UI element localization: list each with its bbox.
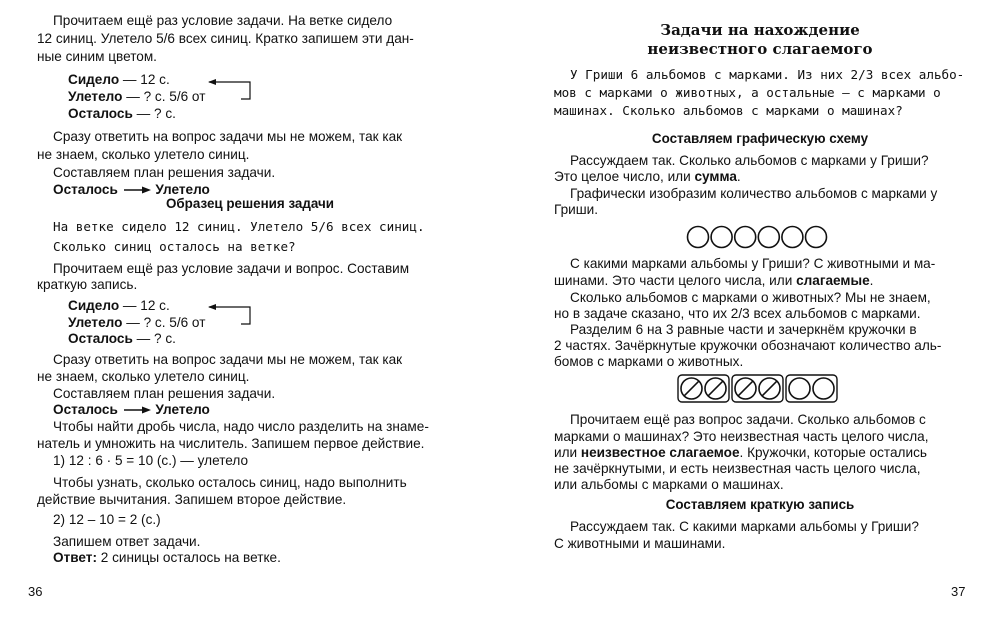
para-1-line-2: 12 синиц. Улетело 5/6 всех синиц. Кратко запишем эти дан-	[37, 31, 414, 46]
strike-line	[738, 381, 753, 396]
plan-2	[53, 401, 210, 419]
text-segment: . Кружочки, которые остались	[739, 445, 927, 460]
para-6-line-2: действие вычитания. Запишем второе действие.	[37, 492, 347, 507]
para-1-line-3: ные синим цветом.	[37, 49, 157, 64]
answer-text: 2 синицы осталось на ветке.	[96, 550, 281, 565]
note-1-flew	[68, 88, 205, 106]
text-segment: .	[869, 273, 874, 288]
plan-item: Улетело	[155, 402, 210, 417]
album-circle	[789, 378, 810, 399]
s1-line-1: Рассуждаем так. Сколько альбомов с марками у Гриши?	[570, 153, 929, 168]
arrow-right-icon	[122, 402, 152, 417]
answer-intro: Запишем ответ задачи.	[53, 534, 201, 549]
note-label: Улетело	[68, 315, 123, 330]
note-value: — ? с.	[132, 331, 176, 346]
album-circle	[735, 227, 756, 248]
term-sum: сумма	[694, 169, 737, 184]
strike-line	[684, 381, 699, 396]
s7-line-1: Рассуждаем так. С какими марками альбомы у Гриши?	[570, 519, 919, 534]
para-3-line-2: краткую запись.	[37, 277, 138, 292]
para-4-line-3: Составляем план решения задачи.	[53, 386, 276, 401]
album-circle	[813, 378, 834, 399]
s6-line-1: Прочитаем ещё раз вопрос задачи. Сколько альбомов с	[570, 412, 926, 427]
scheme-heading: Составляем графическую схему	[651, 131, 869, 146]
album-circle	[688, 227, 709, 248]
note-value: — ? с.	[132, 106, 176, 121]
bracket-arrow-2	[0, 0, 1, 1]
strike-line	[762, 381, 777, 396]
sample-text-line-2: Сколько синиц осталось на ветке?	[53, 239, 296, 254]
arrow-right-icon	[122, 182, 152, 197]
page-number-right: 37	[951, 584, 966, 599]
s5-line-2: 2 частях. Зачёркнутые кружочки обозначают количество аль-	[554, 338, 942, 353]
note-label: Сидело	[68, 298, 120, 313]
para-6-line-1: Чтобы узнать, сколько осталось синиц, надо выполнить	[53, 475, 407, 490]
s7-line-2: С животными и машинами.	[554, 536, 726, 551]
album-circle	[711, 227, 732, 248]
problem-line-3: машинах. Сколько альбомов с марками о машинах?	[554, 103, 903, 118]
text-segment: Это целое число, или	[554, 169, 695, 184]
plan-item: Осталось	[53, 402, 118, 417]
problem-line-2: мов с марками о животных, а остальные — с марками о	[554, 85, 941, 100]
note-1-sat	[68, 71, 170, 89]
album-circle	[758, 227, 779, 248]
note-value: — 12 с.	[119, 72, 170, 87]
s4-line-2: но в задаче сказано, что их 2/3 всех альбомов с марками.	[554, 306, 921, 321]
para-5-line-1: Чтобы найти дробь числа, надо число разделить на знаме-	[53, 419, 429, 434]
note-value: — ? с. 5/6 от	[122, 89, 206, 104]
note-label: Улетело	[68, 89, 123, 104]
plan-item: Улетело	[155, 182, 210, 197]
short-note-heading: Составляем краткую запись	[665, 497, 855, 512]
circles-parts-diagram	[677, 374, 839, 404]
note-1-left	[68, 105, 176, 123]
s1-line-2	[554, 168, 741, 186]
note-2-sat	[68, 297, 170, 315]
para-2-line-1: Сразу ответить на вопрос задачи мы не можем, так как	[53, 129, 403, 144]
s2-line-1: Графически изобразим количество альбомов с марками у	[570, 186, 938, 201]
note-value: — ? с. 5/6 от	[122, 315, 206, 330]
text-segment: .	[736, 169, 741, 184]
plan-item: Осталось	[53, 182, 118, 197]
para-2-line-2: не знаем, сколько улетело синиц.	[37, 147, 250, 162]
page-number-left: 36	[28, 584, 43, 599]
note-label: Сидело	[68, 72, 120, 87]
note-label: Осталось	[68, 331, 133, 346]
s5-line-3: бомов с марками о животных.	[554, 354, 744, 369]
s3-line-1: С какими марками альбомы у Гриши? С животными и ма-	[570, 256, 936, 271]
s6-line-5: или альбомы с марками о машинах.	[554, 477, 784, 492]
para-4-line-2: не знаем, сколько улетело синиц.	[37, 369, 250, 384]
para-1-line-1: Прочитаем ещё раз условие задачи. На ветке сидело	[53, 13, 393, 28]
note-label: Осталось	[68, 106, 133, 121]
sample-heading: Образец решения задачи	[166, 196, 334, 211]
album-circle	[806, 227, 827, 248]
strike-line	[708, 381, 723, 396]
para-4-line-1: Сразу ответить на вопрос задачи мы не можем, так как	[53, 352, 403, 367]
answer-label: Ответ:	[53, 550, 97, 565]
s6-line-4: не зачёркнутыми, и есть неизвестная часть целого числа,	[554, 461, 921, 476]
s4-line-1: Сколько альбомов с марками о животных? Мы не знаем,	[570, 290, 931, 305]
term-unknown-addend: неизвестное слагаемое	[580, 445, 740, 460]
answer-line	[53, 549, 281, 567]
circles-whole-diagram	[686, 224, 828, 250]
para-3-line-1: Прочитаем ещё раз условие задачи и вопрос. Составим	[53, 261, 410, 276]
sample-text-line-1: На ветке сидело 12 синиц. Улетело 5/6 всех синиц.	[53, 219, 425, 234]
album-circle	[782, 227, 803, 248]
text-segment: шинами. Это части целого числа, или	[554, 273, 797, 288]
step-1: 1) 12 : 6 · 5 = 10 (с.) — улетело	[53, 453, 249, 468]
step-2: 2) 12 – 10 = 2 (с.)	[53, 512, 161, 527]
note-value: — 12 с.	[119, 298, 170, 313]
note-2-left	[68, 330, 176, 348]
s5-line-1: Разделим 6 на 3 равные части и зачеркнём кружочки в	[570, 322, 917, 337]
s3-line-2	[554, 272, 873, 290]
problem-line-1: У Гриши 6 альбомов с марками. Из них 2/3 всех альбо-	[570, 67, 965, 82]
s6-line-2: марками о машинах? Это неизвестная часть целого числа,	[554, 429, 929, 444]
chapter-title-line-2: неизвестного слагаемого	[647, 40, 873, 58]
para-5-line-2: натель и умножить на числитель. Запишем первое действие.	[37, 436, 425, 451]
term-addends: слагаемые	[796, 273, 870, 288]
s2-line-2: Гриши.	[554, 202, 599, 217]
chapter-title-line-1: Задачи на нахождение	[660, 21, 860, 39]
para-2-line-3: Составляем план решения задачи.	[53, 165, 276, 180]
text-segment: или	[554, 445, 581, 460]
